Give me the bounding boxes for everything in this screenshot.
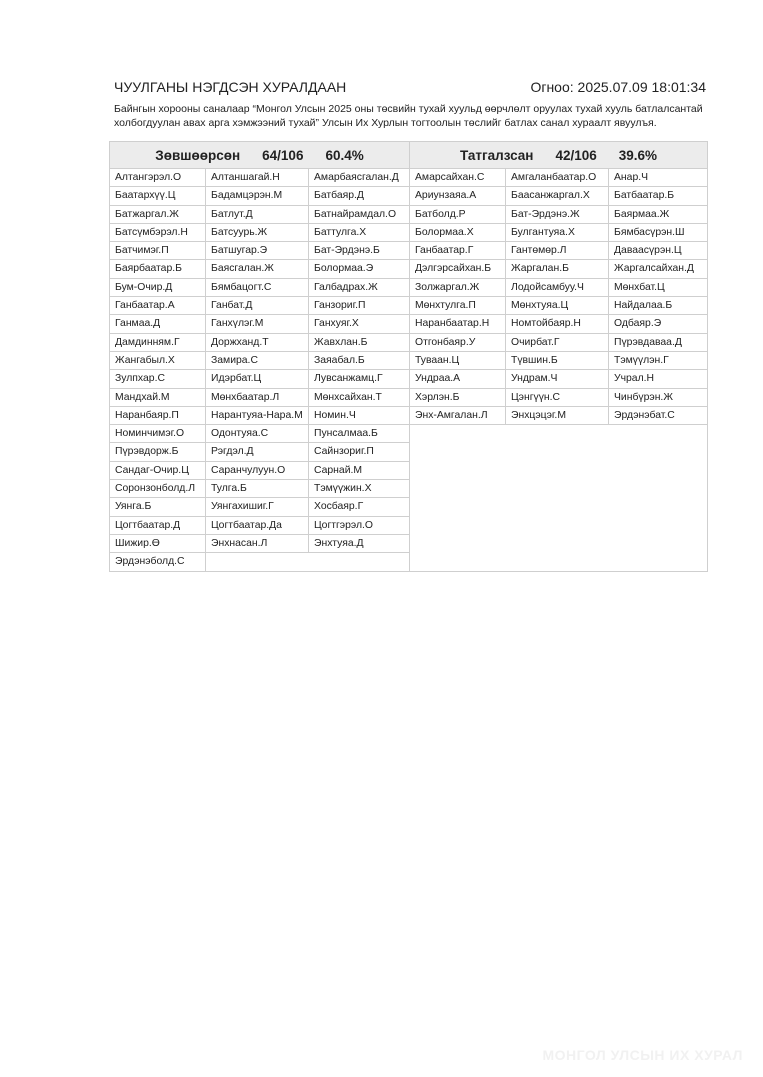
member-name: Анар.Ч xyxy=(609,169,707,187)
member-name: Шижир.Ө xyxy=(110,535,206,553)
member-name: Ундраа.А xyxy=(410,370,506,388)
member-name: Булгантуяа.Х xyxy=(506,224,609,242)
member-name: Бямбацогт.С xyxy=(206,279,309,297)
reject-names xyxy=(410,169,707,425)
member-name: Найдалаа.Б xyxy=(609,297,707,315)
member-name: Заяабал.Б xyxy=(309,352,410,370)
member-name: Амгаланбаатар.О xyxy=(506,169,609,187)
member-name: Сарнай.М xyxy=(309,462,410,480)
member-name: Батнайрамдал.О xyxy=(309,206,410,224)
member-name: Батжаргал.Ж xyxy=(110,206,206,224)
member-name: Амарбаясгалан.Д xyxy=(309,169,410,187)
member-name: Батсуурь.Ж xyxy=(206,224,309,242)
member-name: Зулпхар.С xyxy=(110,370,206,388)
member-name: Цэнгүүн.С xyxy=(506,389,609,407)
member-name: Хэрлэн.Б xyxy=(410,389,506,407)
member-name: Номинчимэг.О xyxy=(110,425,206,443)
member-name: Батчимэг.П xyxy=(110,242,206,260)
member-name: Жангабыл.Х xyxy=(110,352,206,370)
member-name: Цогтбаатар.Да xyxy=(206,517,309,535)
member-name: Гантөмөр.Л xyxy=(506,242,609,260)
member-name: Лодойсамбуу.Ч xyxy=(506,279,609,297)
member-name: Очирбат.Г xyxy=(506,334,609,352)
member-name: Учрал.Н xyxy=(609,370,707,388)
member-name: Баярмаа.Ж xyxy=(609,206,707,224)
session-title: ЧУУЛГАНЫ НЭГДСЭН ХУРАЛДААН xyxy=(114,79,347,95)
member-name: Батлут.Д xyxy=(206,206,309,224)
approve-names xyxy=(110,169,409,572)
member-name: Дэлгэрсайхан.Б xyxy=(410,260,506,278)
member-name: Пүрэвдаваа.Д xyxy=(609,334,707,352)
member-name: Батболд.Р xyxy=(410,206,506,224)
member-name: Болормаа.Х xyxy=(410,224,506,242)
member-name: Доржханд.Т xyxy=(206,334,309,352)
member-name: Мөнхтулга.П xyxy=(410,297,506,315)
member-name: Мандхай.М xyxy=(110,389,206,407)
reject-count: 42/106 xyxy=(555,147,597,163)
member-name: Түвшин.Б xyxy=(506,352,609,370)
member-name: Бадамцэрэн.М xyxy=(206,187,309,205)
member-name: Даваасүрэн.Ц xyxy=(609,242,707,260)
member-name: Эрдэнэбат.С xyxy=(609,407,707,425)
member-name: Тулга.Б xyxy=(206,480,309,498)
member-name: Чинбүрэн.Ж xyxy=(609,389,707,407)
member-name: Наранбаяр.П xyxy=(110,407,206,425)
header xyxy=(114,77,706,97)
member-name: Алтаншагай.Н xyxy=(206,169,309,187)
member-name: Золжаргал.Ж xyxy=(410,279,506,297)
member-name: Нарантуяа-Нара.М xyxy=(206,407,309,425)
member-name: Пунсалмаа.Б xyxy=(309,425,410,443)
member-name: Баасанжаргал.Х xyxy=(506,187,609,205)
approve-count: 64/106 xyxy=(262,147,304,163)
approve-label: Зөвшөөрсөн xyxy=(155,147,241,163)
reject-percent: 39.6% xyxy=(618,147,658,163)
member-name: Ариунзаяа.А xyxy=(410,187,506,205)
member-name: Туваан.Ц xyxy=(410,352,506,370)
member-name: Цогтгэрэл.О xyxy=(309,517,410,535)
member-name: Ганзориг.П xyxy=(309,297,410,315)
watermark: МОНГОЛ УЛСЫН ИХ ХУРАЛ xyxy=(542,1047,743,1063)
member-name: Бямбасүрэн.Ш xyxy=(609,224,707,242)
member-name: Баясгалан.Ж xyxy=(206,260,309,278)
member-name: Мөнхбат.Ц xyxy=(609,279,707,297)
member-name: Ганбат.Д xyxy=(206,297,309,315)
member-name: Замира.С xyxy=(206,352,309,370)
member-name: Батбаатар.Б xyxy=(609,187,707,205)
member-name: Батбаяр.Д xyxy=(309,187,410,205)
member-name: Ундрам.Ч xyxy=(506,370,609,388)
member-name: Бат-Эрдэнэ.Ж xyxy=(506,206,609,224)
member-name: Тэмүүлэн.Г xyxy=(609,352,707,370)
member-name: Ганбаатар.Г xyxy=(410,242,506,260)
member-name: Энх-Амгалан.Л xyxy=(410,407,506,425)
member-name: Мөнхбаатар.Л xyxy=(206,389,309,407)
member-name: Баттулга.Х xyxy=(309,224,410,242)
member-name: Амарсайхан.С xyxy=(410,169,506,187)
member-name: Мөнхтуяа.Ц xyxy=(506,297,609,315)
member-name: Уянга.Б xyxy=(110,498,206,516)
reject-column xyxy=(410,142,707,571)
member-name: Баярбаатар.Б xyxy=(110,260,206,278)
member-name: Болормаа.Э xyxy=(309,260,410,278)
member-name: Энхцэцэг.М xyxy=(506,407,609,425)
member-name: Баатархүү.Ц xyxy=(110,187,206,205)
member-name: Одонтуяа.С xyxy=(206,425,309,443)
member-name: Отгонбаяр.У xyxy=(410,334,506,352)
member-name: Бум-Очир.Д xyxy=(110,279,206,297)
member-name: Уянгахишиг.Г xyxy=(206,498,309,516)
member-name: Мөнхсайхан.Т xyxy=(309,389,410,407)
reject-label: Татгалзсан xyxy=(459,147,534,163)
member-name: Сайнзориг.П xyxy=(309,443,410,461)
member-name: Энхтуяа.Д xyxy=(309,535,410,553)
member-name: Ганмаа.Д xyxy=(110,315,206,333)
member-name: Жаргалан.Б xyxy=(506,260,609,278)
member-name: Рэгдэл.Д xyxy=(206,443,309,461)
member-name: Ганхуяг.Х xyxy=(309,315,410,333)
reject-header xyxy=(410,142,707,169)
member-name: Номтойбаяр.Н xyxy=(506,315,609,333)
member-name: Пүрэвдорж.Б xyxy=(110,443,206,461)
member-name: Жаргалсайхан.Д xyxy=(609,260,707,278)
vote-timestamp: Огноо: 2025.07.09 18:01:34 xyxy=(530,79,706,95)
member-name: Жавхлан.Б xyxy=(309,334,410,352)
member-name: Бат-Эрдэнэ.Б xyxy=(309,242,410,260)
member-name: Соронзонболд.Л xyxy=(110,480,206,498)
member-name: Ганхүлэг.М xyxy=(206,315,309,333)
member-name: Эрдэнэболд.С xyxy=(110,553,206,571)
member-name: Батсүмбэрэл.Н xyxy=(110,224,206,242)
member-name: Номин.Ч xyxy=(309,407,410,425)
member-name: Энхнасан.Л xyxy=(206,535,309,553)
member-name: Батшугар.Э xyxy=(206,242,309,260)
approve-percent: 60.4% xyxy=(325,147,364,163)
member-name: Одбаяр.Э xyxy=(609,315,707,333)
member-name: Идэрбат.Ц xyxy=(206,370,309,388)
member-name: Алтангэрэл.О xyxy=(110,169,206,187)
member-name: Галбадрах.Ж xyxy=(309,279,410,297)
member-name: Дамдинням.Г xyxy=(110,334,206,352)
vote-description: Байнгын хорооны саналаар “Монгол Улсын 2025 оны төсвийн тухай хуульд өөрчлөлт оруулах тухай хууль батлалсантай холбогдуулан авах арга хэмжээний тухай” Улсын Их Хурлын тогтоолын төслийг батлах санал хураалт явуулъя. xyxy=(114,103,703,129)
member-name: Наранбаатар.Н xyxy=(410,315,506,333)
member-name: Тэмүүжин.Х xyxy=(309,480,410,498)
member-name: Лувсанжамц.Г xyxy=(309,370,410,388)
approve-column xyxy=(110,142,410,571)
member-name: Ганбаатар.А xyxy=(110,297,206,315)
member-name: Сандаг-Очир.Ц xyxy=(110,462,206,480)
approve-header xyxy=(110,142,409,169)
member-name: Цогтбаатар.Д xyxy=(110,517,206,535)
member-name: Хосбаяр.Г xyxy=(309,498,410,516)
vote-results xyxy=(109,141,708,572)
member-name: Саранчулуун.О xyxy=(206,462,309,480)
